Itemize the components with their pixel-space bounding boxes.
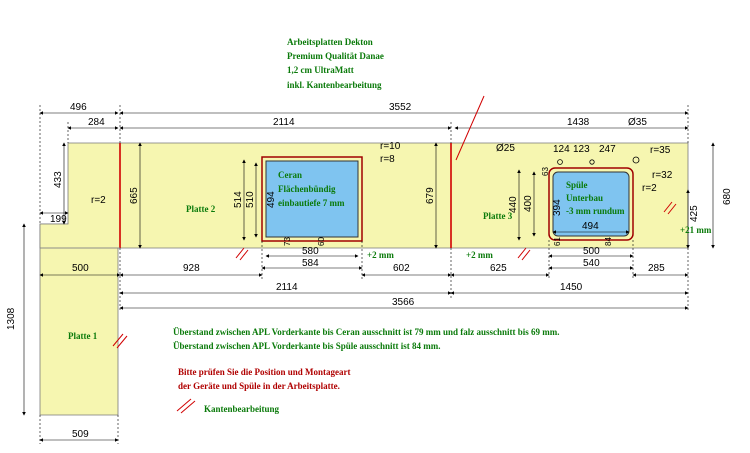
plate-1-label: Platte 1 [68,331,98,341]
dim-r32: r=32 [652,170,673,181]
plate-1-shape [40,224,120,415]
dim-2114-top: 2114 [273,117,295,128]
dim-r2-left: r=2 [91,195,106,206]
dim-440: 440 [508,196,519,213]
dim-63: 63 [541,167,550,176]
dim-679: 679 [425,187,436,204]
dim-394: 394 [552,199,563,216]
ceran-label-2: Flächenbündig [278,184,336,194]
dim-580: 580 [302,246,319,257]
dim-d25: Ø25 [496,143,515,154]
dim-494-horiz: 494 [582,221,599,232]
dim-2114-bottom: 2114 [276,282,298,293]
header-line-3: 1,2 cm UltraMatt [287,65,354,75]
dim-680: 680 [722,188,733,205]
dim-247: 247 [599,144,616,155]
note-check-1: Bitte prüfen Sie die Position und Montageart [178,367,351,377]
dim-285: 285 [648,263,665,274]
sink-label-1: Spüle [566,180,588,190]
plate-2-label: Platte 2 [186,204,216,214]
note-ceran-overhang: Überstand zwischen APL Vorderkante bis Ceran ausschnitt ist 79 mm und falz ausschnitt bis 69 mm. [173,327,560,337]
dim-3552: 3552 [389,102,412,113]
dim-500-sink: 500 [583,246,600,257]
dim-123: 123 [573,144,590,155]
dim-433: 433 [53,171,64,188]
note-check-2: der Geräte und Spüle in der Arbeitsplatte. [178,381,340,391]
dim-500: 500 [72,263,89,274]
header-line-4: inkl. Kantenbearbeitung [287,80,382,90]
ceran-label-3: einbautiefe 7 mm [278,198,345,208]
ceran-cutout [262,157,362,241]
dim-r2-right: r=2 [642,183,657,194]
dim-584: 584 [302,258,319,269]
dim-496: 496 [70,102,87,113]
ceran-label-1: Ceran [278,170,302,180]
dim-494-vert: 494 [266,191,277,208]
dim-d35: Ø35 [628,117,647,128]
header-block [287,37,384,90]
header-line-1: Arbeitsplatten Dekton [287,37,373,47]
note-sink-overhang: Überstand zwischen APL Vorderkante bis Spüle ausschnitt ist 84 mm. [173,341,441,351]
dim-3566: 3566 [392,297,415,308]
dim-73: 73 [283,237,292,246]
dim-84: 84 [604,237,613,246]
dim-510: 510 [245,191,256,208]
plate-3-label: Platte 3 [483,211,513,221]
dim-665: 665 [129,187,140,204]
dim-124: 124 [553,144,570,155]
dim-1450: 1450 [560,282,583,293]
dim-514: 514 [233,191,244,208]
dim-60: 60 [317,237,326,246]
dim-509: 509 [72,429,89,440]
dim-400: 400 [523,195,534,212]
dim-540: 540 [583,258,600,269]
dim-plus2-right: +2 mm [466,250,493,260]
sink-label-3: -3 mm rundum [566,206,625,216]
dim-625: 625 [490,263,507,274]
header-line-2: Premium Qualität Danae [287,51,384,61]
dim-1438: 1438 [567,117,590,128]
dim-r10: r=10 [380,141,401,152]
dim-r35: r=35 [650,145,671,156]
dim-r8: r=8 [380,154,395,165]
sink-label-2: Unterbau [566,193,604,203]
dim-61: 61 [553,237,562,246]
dim-199: 199 [50,214,67,225]
legend-edge-processing: Kantenbearbeitung [204,404,280,414]
dim-602: 602 [393,263,410,274]
dim-425: 425 [689,205,700,222]
dim-284: 284 [88,117,105,128]
dim-1308: 1308 [6,307,17,330]
dim-plus21: +21 mm [680,225,712,235]
dim-plus2-left: +2 mm [367,250,394,260]
dim-928: 928 [183,263,200,274]
